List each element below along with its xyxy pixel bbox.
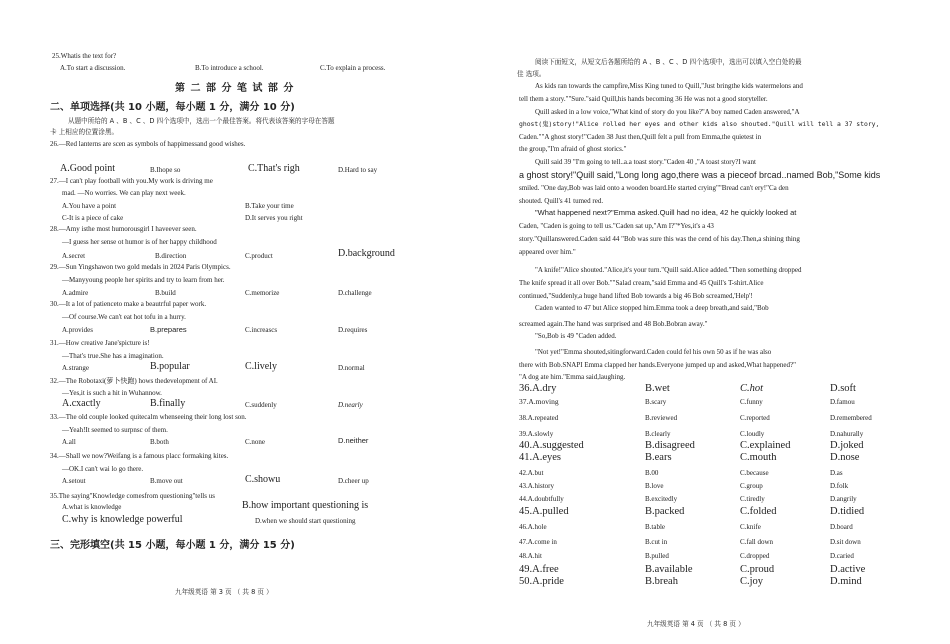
q49-option-b: B.available	[645, 564, 693, 575]
q39-option-b: B.clearly	[645, 430, 671, 438]
q33-option-d: D.neither	[338, 436, 369, 445]
q44-option-a: 44.A.doubtfully	[519, 495, 564, 503]
q26-option-a: A.Good point	[60, 163, 115, 174]
q27-option-a: A.You have a point	[62, 202, 117, 210]
q32-option-d: D.nearly	[338, 401, 363, 409]
q32-stem-line1: 32.—The Robotaxi(萝卜快跑) hows thedevelopment of AI.	[50, 377, 218, 385]
q26-stem: 26.—Red lanterns are scen as symbols of happimessand good wishes.	[50, 140, 246, 148]
q30-option-a: A.provides	[62, 326, 93, 334]
q45-option-d: D.tidied	[830, 506, 865, 517]
q49-option-a: 49.A.free	[519, 564, 559, 575]
q50-option-c: C.joy	[740, 576, 764, 587]
q33-option-a: A.all	[62, 438, 76, 446]
passage-line: screamed again.The hand was surprised and 48 Bob.Bobran away."	[519, 320, 708, 328]
passage-line: "What happened next?"Emma asked.Quill had no idea, 42 he quickly looked at	[535, 208, 797, 217]
q42-option-d: D.as	[830, 469, 843, 477]
q30-option-c: C.increascs	[245, 326, 278, 334]
q47-option-a: 47.A.come in	[519, 538, 557, 546]
section-single-choice-title: 二、单项选择(共 10 小题，每小题 1 分，满分 10 分)	[50, 102, 295, 113]
passage-line: Quill asked in a low voice,"What kind of story do you like?"A boy named Caden answered,"A	[535, 108, 800, 116]
q43-option-c: C.group	[740, 482, 763, 490]
passage-line: "Not yet!"Emma shouted,sitingforward.Caden could fel his own 50 as if he was also	[535, 348, 772, 356]
q37-option-a: 37.A.moving	[519, 397, 559, 406]
passage-line: "A dog ate him."Emma said,laughing.	[519, 373, 626, 381]
q48-option-b: B.pulled	[645, 552, 669, 560]
q36-option-c: C.hot	[740, 383, 764, 394]
passage-line: Caden.""A ghost story!"Caden 38 Just then,Quill felt a pull from Emma,the quietest in	[519, 133, 762, 141]
q46-option-c: C.knife	[740, 523, 761, 531]
q34-option-c: C.showu	[245, 474, 281, 485]
q29-option-b: B.build	[155, 289, 176, 297]
q41-option-c: C.mouth	[740, 452, 777, 463]
q35-option-a: A.what is knowledge	[62, 503, 122, 511]
q46-option-d: D.board	[830, 523, 853, 531]
passage-line: "A knife!"Alice shouted."Alice,it's your turn."Quill said.Alice added."Then something dropped	[535, 266, 802, 274]
q46-option-b: B.table	[645, 523, 666, 531]
q27-option-b: B.Take your time	[245, 202, 294, 210]
q47-option-c: C.fall down	[740, 538, 774, 546]
q44-option-d: D.angrily	[830, 495, 857, 503]
q28-option-b: B.direction	[155, 252, 187, 260]
part-two-title: 第 二 部 分 笔 试 部 分	[175, 83, 295, 94]
q40-option-d: D.joked	[830, 440, 864, 451]
q38-option-c: C.reported	[740, 414, 770, 422]
passage-line: story."Quillanswered.Caden said 44 "Bob was sure this was the cend of his day.Then,a shining thing	[519, 235, 800, 243]
q36-option-b: B.wet	[645, 383, 670, 394]
q43-option-b: B.love	[645, 482, 664, 490]
q34-stem-line2: —OK.I can't wai lo go there.	[62, 465, 144, 473]
q32-option-c: C.suddenly	[245, 401, 277, 409]
q42-option-c: C.because	[740, 469, 769, 477]
q31-stem-line1: 31.—How creative Jane'spicture is!	[50, 339, 150, 347]
section-cloze-title: 三、完形填空(共 15 小题，每小题 1 分，满分 15 分)	[50, 540, 295, 551]
q41-option-b: B.ears	[645, 452, 672, 463]
passage-line: As kids ran towards the campfire,Miss King tuned to Quill,"Just bringthe kids watermelons and	[535, 82, 803, 90]
q43-option-a: 43.A.history	[519, 482, 554, 490]
q48-option-d: D.caried	[830, 552, 854, 560]
q47-option-b: B.cut in	[645, 538, 668, 546]
passage-line: The knife spread it all over Bob.""Salad cream,"said Emma and 45 Quill's T-shirt.Alice	[519, 279, 764, 287]
q38-option-a: 38.A.repeated	[519, 414, 559, 422]
q31-stem-line2: —That's true.She has a imagination.	[62, 352, 164, 360]
q39-option-d: D.nahurally	[830, 430, 864, 438]
passage-line: there with Bob.SNAPI Emma clapped her hands.Everyone jumped up and asked,What happened?"	[519, 361, 796, 369]
q31-option-a: A.strange	[62, 364, 90, 372]
q35-stem: 35.The saying"Knowledge comesfrom questioning"tells us	[50, 492, 215, 500]
q34-option-a: A.setout	[62, 477, 86, 485]
q40-option-b: B.disagreed	[645, 440, 695, 451]
q38-option-b: B.reviewed	[645, 414, 678, 422]
passage-line: tell them a story.""Sure."said Quill,his hands becoming 36 He was not a good storyteller.	[519, 95, 768, 103]
q27-option-c: C-It is a piece of cake	[62, 214, 124, 222]
q44-option-c: C.tiredly	[740, 495, 765, 503]
q31-option-c: C.lively	[245, 361, 277, 372]
q37-option-b: B.scary	[645, 398, 667, 406]
q33-stem-line2: —Yeah!It seemed to surpnsc of them.	[62, 426, 168, 434]
q34-stem-line1: 34.—Shall we now?Weifang is a famous placc formaking kites.	[50, 452, 229, 460]
page-footer-4: 九年级英语 第 4 页 （ 共 8 页 ）	[647, 620, 745, 628]
q29-option-a: A.admire	[62, 289, 89, 297]
q27-stem-line1: 27.—I can't play football with you.My work is driving me	[50, 177, 213, 185]
q26-option-c: C.That's righ	[248, 163, 300, 174]
q28-stem-line1: 28.—Amy isthe most humorousgirl I haveever seen.	[50, 225, 197, 233]
passage-line: continued,"Suddenly,a huge hand lifted Bob towards a big 46 Bob screamed,'Help'!	[519, 292, 753, 300]
q35-option-d: D.when we should start questioning	[255, 517, 356, 525]
passage-line: appeared over him."	[519, 248, 576, 256]
q31-option-d: D.normal	[338, 364, 365, 372]
q29-stem-line2: —Manyyoung people her spirits and try to learn from her.	[62, 276, 225, 284]
q31-option-b: B.popular	[150, 361, 190, 372]
q48-option-a: 48.A.hit	[519, 552, 542, 560]
q25-option-b: B.To introduce a school.	[195, 64, 264, 72]
q42-option-b: B.00	[645, 469, 659, 477]
q45-option-c: C.folded	[740, 506, 777, 517]
q26-option-b: B.Ihope so	[150, 166, 181, 174]
passage-line: Quill said 39 "I'm going to tell..a.a toast story."Caden 40 ,"A toast story?I want	[535, 158, 756, 166]
passage-line: "So,Bob is 49 "Caden added.	[535, 332, 617, 340]
q28-option-c: C.product	[245, 252, 273, 260]
cloze-instruction-line2: 佳 选项。	[517, 70, 546, 78]
q32-stem-line2: —Yes,it is such a hit in Wuhannow.	[62, 389, 162, 397]
passage-line: smiled. "One day,Bob was laid onto a wooden board.He started crying""Bread can't ery!"Ca den	[519, 184, 789, 192]
q27-stem-line2: mad. —No worries. We can play next week.	[62, 189, 186, 197]
q33-stem-line1: 33.—The old couple looked quitecalm whenseeing their long lost son.	[50, 413, 247, 421]
q37-option-d: D.famou	[830, 398, 855, 406]
q29-stem-line1: 29.—Sun Yingshawon two gold medals in 2024 Paris Olympics.	[50, 263, 231, 271]
q45-option-a: 45.A.pulled	[519, 506, 569, 517]
passage-line: shouted. Quill's 41 tumed red.	[519, 197, 604, 205]
q41-option-d: D.nose	[830, 452, 860, 463]
q32-option-a: A.cxactly	[62, 398, 101, 409]
passage-line: ghost(鬼)story!"Alice rolled her eyes and other kids also shouted."Quill will tell a 37 story,	[519, 120, 880, 128]
passage-line: Caden, "Caden is going to tell us."Caden sat up,"Am I?"*Yes,it's a 43	[519, 222, 714, 230]
q42-option-a: 42.A.but	[519, 469, 544, 477]
q28-option-d: D.background	[338, 248, 395, 259]
q34-option-d: D.cheer up	[338, 477, 369, 485]
q30-option-d: D.requires	[338, 326, 368, 334]
q33-option-c: C.none	[245, 438, 266, 446]
q39-option-c: C.loudly	[740, 430, 765, 438]
page-footer-3: 九年级英语 第 3 页 （ 共 8 页 ）	[175, 588, 273, 596]
q27-option-d: D.It serves you right	[245, 214, 303, 222]
q49-option-c: C.proud	[740, 564, 775, 575]
q36-option-a: 36.A.dry	[519, 383, 557, 394]
q48-option-c: C.dropped	[740, 552, 770, 560]
q45-option-b: B.packed	[645, 506, 685, 517]
q49-option-d: D.active	[830, 564, 866, 575]
q25-option-c: C.To explain a process.	[320, 64, 386, 72]
q35-option-b: B.how important questioning is	[242, 500, 369, 511]
q35-option-c: C.why is knowledge powerful	[62, 514, 183, 525]
passage-line: the group,"I'm afraid of ghost storics."	[519, 145, 627, 153]
q47-option-d: D.sit down	[830, 538, 861, 546]
q28-stem-line2: —I guess her sense ot humor is of her happy childhood	[62, 238, 217, 246]
q50-option-b: B.breah	[645, 576, 678, 587]
q41-option-a: 41.A.eyes	[519, 452, 561, 463]
q30-stem-line2: —Of course.We can't eat hot tofu in a hurry.	[62, 313, 186, 321]
passage-line: Caden wanted to 47 but Alice stopped him.Emma took a deep breath,and said,"Bob	[535, 304, 769, 312]
passage-line: a ghost story!"Quill said,"Long long ago,there was a pieceof brcad..named Bob,"Some kids	[519, 170, 881, 180]
q36-option-d: D.soft	[830, 383, 856, 394]
section-instruction-line1: 从题中所给的 A 、B 、C 、D 四个选项中，选出一个最佳答案。将代表该答案的字母在答题	[68, 117, 335, 125]
q29-option-c: C.memorize	[245, 289, 280, 297]
section-instruction-line2: 卡 上相应的位置涂黑。	[50, 128, 119, 136]
q26-option-d: D.Hard to say	[338, 166, 378, 174]
q34-option-b: B.move out	[150, 477, 183, 485]
q29-option-d: D.challenge	[338, 289, 372, 297]
cloze-instruction-line1: 阅读下面短文，从短文后各题所给的 A 、B 、C 、D 四个选项中，选出可以填入空白处的最	[535, 58, 802, 66]
q30-stem-line1: 30.—It a lot of patienceto make a beautrful paper work.	[50, 300, 207, 308]
q37-option-c: C.funny	[740, 398, 763, 406]
q50-option-a: 50.A.pride	[519, 576, 564, 587]
q33-option-b: B.both	[150, 438, 169, 446]
q46-option-a: 46.A.hole	[519, 523, 547, 531]
q39-option-a: 39.A.slowly	[519, 430, 554, 438]
q30-option-b: B.prepares	[150, 325, 187, 334]
q25-stem: 25.Whatis the text for?	[52, 52, 117, 60]
q43-option-d: D.folk	[830, 482, 849, 490]
q44-option-b: B.excitedly	[645, 495, 678, 503]
q38-option-d: D.remembered	[830, 414, 872, 422]
q40-option-a: 40.A.suggested	[519, 440, 584, 451]
q50-option-d: D.mind	[830, 576, 862, 587]
q40-option-c: C.explained	[740, 440, 791, 451]
q25-option-a: A.To start a discussion.	[60, 64, 126, 72]
q28-option-a: A.secret	[62, 252, 86, 260]
q32-option-b: B.finally	[150, 398, 186, 409]
